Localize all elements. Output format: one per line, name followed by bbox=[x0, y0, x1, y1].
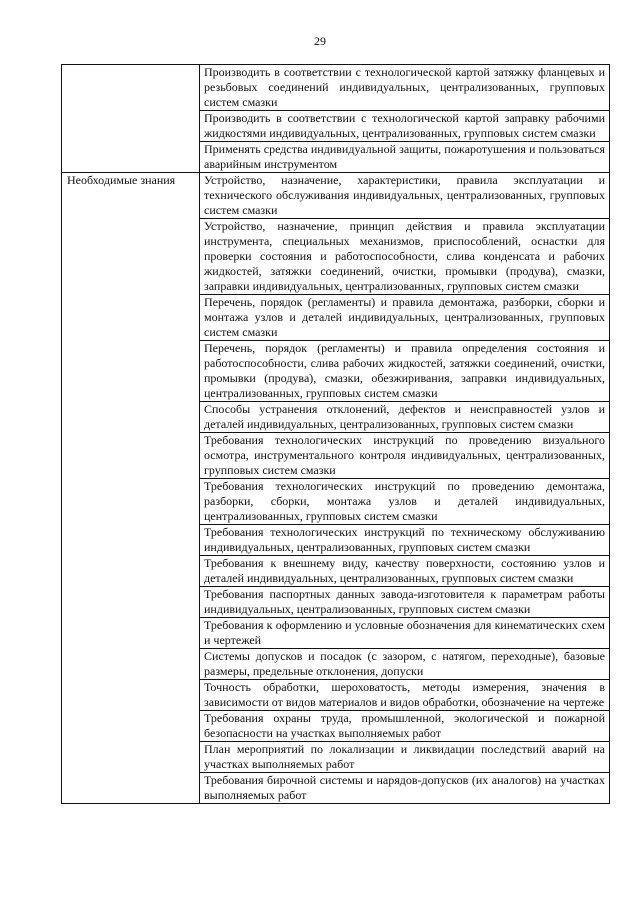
page-number: 29 bbox=[314, 34, 326, 48]
requirement-text: Устройство, назначение, характеристики, правила эксплуатации и технического обслуживания индивидуальных, централизованных, групповых систем смазки bbox=[200, 173, 610, 219]
requirement-text: План мероприятий по локализации и ликвидации последствий аварий на участках выполняемых работ bbox=[200, 742, 610, 773]
table-row bbox=[62, 65, 610, 111]
requirement-text: Системы допусков и посадок (с зазором, с натягом, переходные), базовые размеры, предельные отклонения, допуски bbox=[200, 649, 610, 680]
table-row bbox=[62, 173, 610, 219]
requirement-text: Требования охраны труда, промышленной, экологической и пожарной безопасности на участках выполняемых работ bbox=[200, 711, 610, 742]
requirement-text: Требования к внешнему виду, качеству поверхности, состоянию узлов и деталей индивидуальных, централизованных, групповых систем смазки bbox=[200, 556, 610, 587]
requirement-text: Требования технологических инструкций по проведению демонтажа, разборки, сборки, монтажа узлов и деталей индивидуальных, централизованных, групповых систем смазки bbox=[200, 479, 610, 525]
table-body bbox=[62, 65, 610, 804]
requirement-text: Перечень, порядок (регламенты) и правила демонтажа, разборки, сборки и монтажа узлов и деталей индивидуальных, централизованных, групповых систем смазки bbox=[200, 295, 610, 341]
requirement-text: Способы устранения отклонений, дефектов и неисправностей узлов и деталей индивидуальных, централизованных, групповых систем смазки bbox=[200, 402, 610, 433]
requirement-text: Требования паспортных данных завода-изготовителя к параметрам работы индивидуальных, централизованных, групповых систем смазки bbox=[200, 587, 610, 618]
requirement-text: Перечень, порядок (регламенты) и правила определения состояния и работоспособности, слива рабочих жидкостей, затяжки соединений, очистки, промывки (продува), смазки, обезжиривания, заправки индивидуальных, централизованных, групповых систем смазки bbox=[200, 341, 610, 402]
label-cell-empty bbox=[62, 65, 200, 173]
requirement-text: Устройство, назначение, принцип действия и правила эксплуатации инструмента, специальных механизмов, приспособлений, оснастки для проверки состояния и работоспособности, слива конденсата и рабочих жидкостей, затяжки соединений, очистки, промывки (продува), смазки, заправки индивидуальных, централизованных, групповых систем смазки bbox=[200, 219, 610, 295]
requirement-text: Применять средства индивидуальной защиты, пожаротушения и пользоваться аварийным инструментом bbox=[200, 142, 610, 173]
requirement-text: Требования технологических инструкций по техническому обслуживанию индивидуальных, централизованных, групповых систем смазки bbox=[200, 525, 610, 556]
requirement-text: Требования бирочной системы и нарядов-допусков (их аналогов) на участках выполняемых работ bbox=[200, 773, 610, 804]
competency-table bbox=[61, 64, 610, 804]
requirement-text: Точность обработки, шероховатость, методы измерения, значения в зависимости от видов материалов и видов обработки, обозначение на чертеже bbox=[200, 680, 610, 711]
requirement-text: Производить в соответствии с технологической картой заправку рабочими жидкостями индивидуальных, централизованных, групповых систем смазки bbox=[200, 111, 610, 142]
requirement-text: Производить в соответствии с технологической картой затяжку фланцевых и резьбовых соединений индивидуальных, централизованных, групповых систем смазки bbox=[200, 65, 610, 111]
requirement-text: Требования технологических инструкций по проведению визуального осмотра, инструментального контроля индивидуальных, централизованных, групповых систем смазки bbox=[200, 433, 610, 479]
requirement-text: Требования к оформлению и условные обозначения для кинематических схем и чертежей bbox=[200, 618, 610, 649]
section-label: Необходимые знания bbox=[62, 173, 200, 804]
